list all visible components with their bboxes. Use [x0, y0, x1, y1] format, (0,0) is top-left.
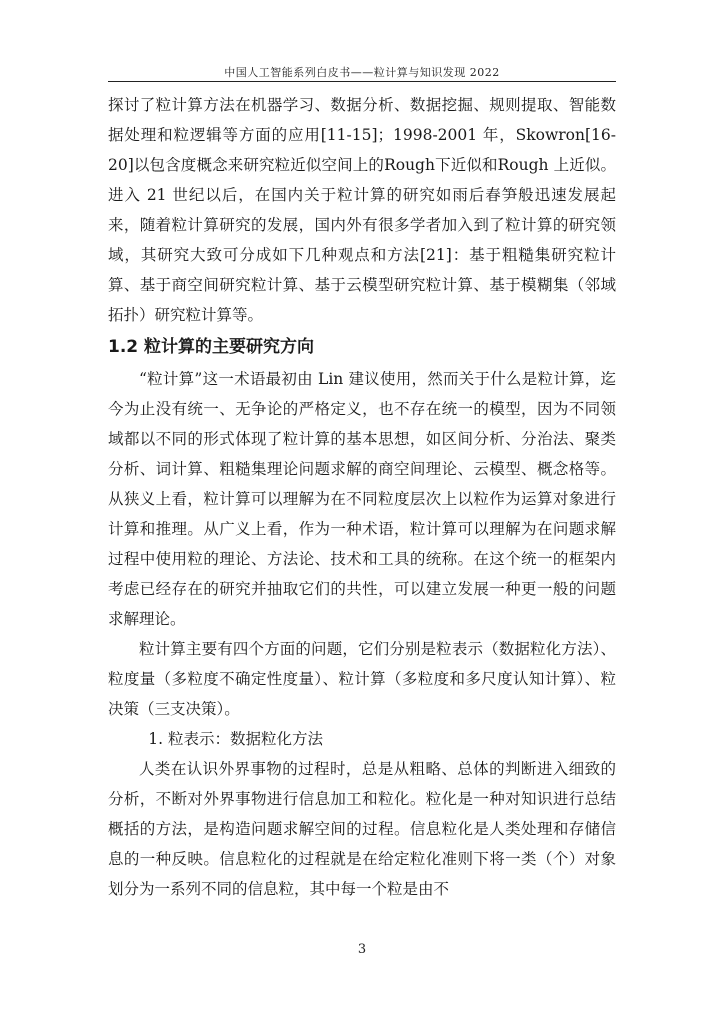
header-rule [108, 81, 616, 82]
running-header: 中国人工智能系列白皮书——粒计算与知识发现 2022 [224, 66, 500, 79]
document-body [108, 90, 616, 904]
paragraph: 人类在认识外界事物的过程时，总是从粗略、总体的判断进入细致的分析，不断对外界事物进行信息加工和粒化。粒化是一种对知识进行总结概括的方法，是构造问题求解空间的过程。信息粒化是人类处理和存储信息的一种反映。信息粒化的过程就是在给定粒化准则下将一类（个）对象划分为一系列不同的信息粒，其中每一个粒是由不 [108, 760, 616, 898]
list-heading: 1. 粒表示：数据粒化方法 [148, 730, 324, 748]
paragraph: 探讨了粒计算方法在机器学习、数据分析、数据挖掘、规则提取、智能数据处理和粒逻辑等方面的应用[11-15]；1998-2001 年，Skowron[16-20]以包含度概念来研究粒近似空间上的Rough下近似和Rough 上近似。进入 21 世纪以后，在国内关于粒计算的研究如雨后春笋般迅速发展起来，随着粒计算研究的发展，国内外有很多学者加入到了粒计算的研究领域，其研究大致可分成如下几种观点和方法[21]：基于粗糙集研究粒计算、基于商空间研究粒计算、基于云模型研究粒计算、基于模糊集（邻域拓扑）研究粒计算等。 [108, 96, 616, 324]
paragraph: 粒计算主要有四个方面的问题，它们分别是粒表示（数据粒化方法）、粒度量（多粒度不确定性度量）、粒计算（多粒度和多尺度认知计算）、粒决策（三支决策）。 [108, 640, 616, 718]
paragraph: “粒计算”这一术语最初由 Lin 建议使用，然而关于什么是粒计算，迄今为止没有统一、无争论的严格定义，也不存在统一的模型，因为不同领域都以不同的形式体现了粒计算的基本思想，如区间分析、分治法、聚类分析、词计算、粗糙集理论问题求解的商空间理论、云模型、概念格等。从狭义上看，粒计算可以理解为在不同粒度层次上以粒作为运算对象进行计算和推理。从广义上看，作为一种术语，粒计算可以理解为在问题求解过程中使用粒的理论、方法论、技术和工具的统称。在这个统一的框架内考虑已经存在的研究并抽取它们的共性，可以建立发展一种更一般的问题求解理论。 [108, 370, 616, 628]
page-number: 3 [357, 942, 367, 957]
section-heading: 1.2 粒计算的主要研究方向 [108, 337, 315, 357]
